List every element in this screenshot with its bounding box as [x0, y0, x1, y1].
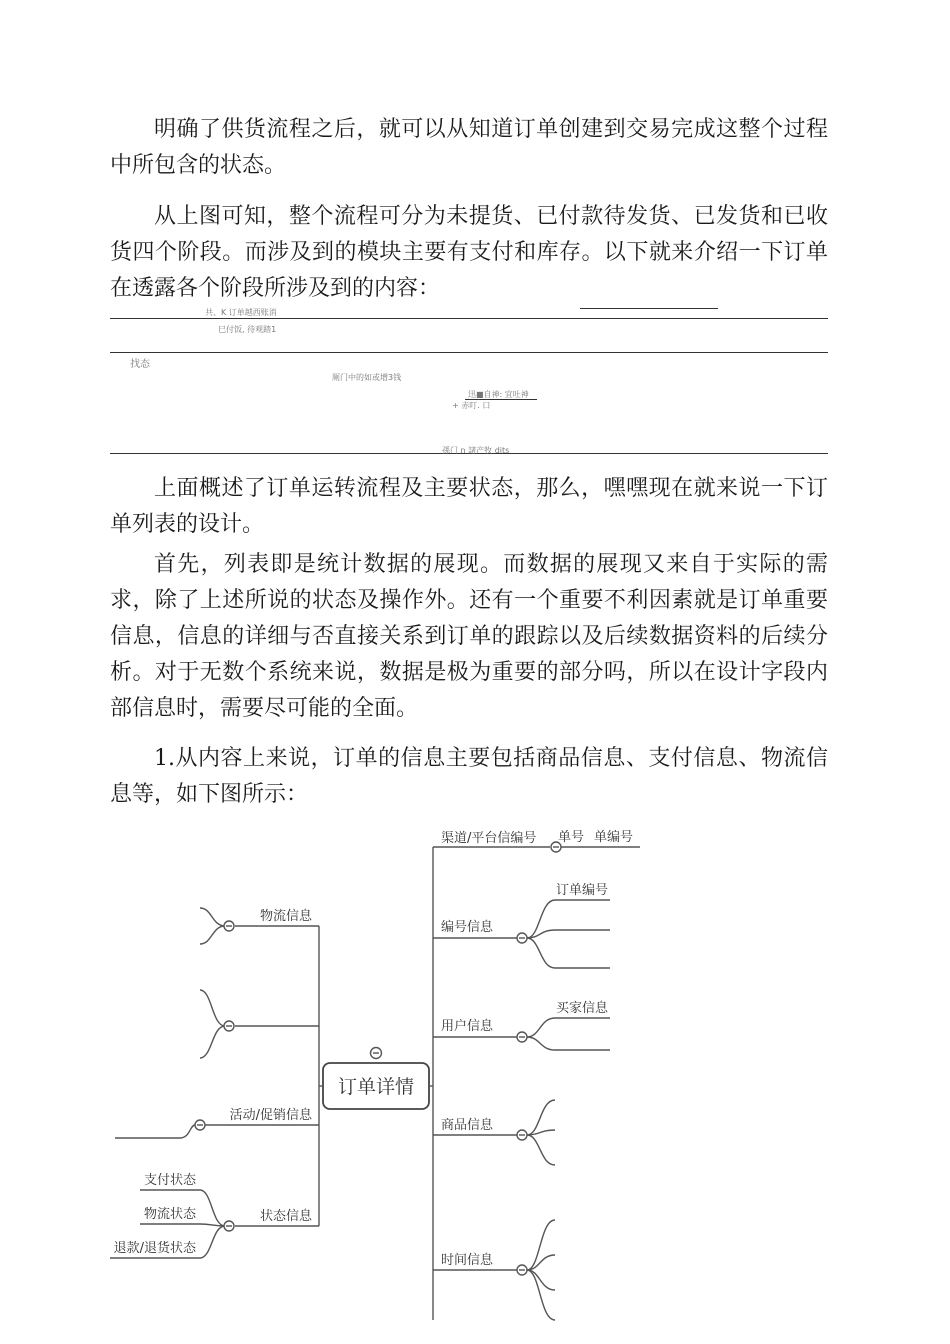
branch-user: 用户信息: [441, 1019, 494, 1034]
paragraph-2: 从上图可知，整个流程可分为未提货、已付款待发货、已发货和已收货四个阶段。而涉及到的模块主要有支付和库存。以下就来介绍一下订单在透露各个阶段所涉及到的内容：: [110, 204, 828, 301]
branch-time: 时间信息: [441, 1253, 494, 1268]
figure-label: 迅■自神: 宜吐神: [468, 390, 529, 399]
branch-logistics: 物流信息: [259, 909, 312, 924]
branch-number: 编号信息: [441, 920, 494, 935]
number-child: 订单编号: [556, 883, 609, 898]
status-child: 退款/退货状态: [113, 1241, 196, 1256]
branch-goods: 商品信息: [441, 1118, 494, 1133]
center-node: 订单详情: [337, 1076, 415, 1098]
paragraph-1: 明确了供货流程之后，就可以从知道订单创建到交易完成这整个过程中所包含的状态。: [110, 117, 828, 178]
figure-label: 共、K 订单越西账消: [205, 308, 277, 317]
flow-figure: [110, 300, 828, 460]
branch-status: 状态信息: [259, 1209, 312, 1224]
figure-label: 厕门中的如或增3钱: [332, 373, 402, 382]
status-child: 支付状态: [143, 1173, 196, 1188]
paragraph-4: 首先，列表即是统计数据的展现。而数据的展现又来自于实际的需求，除了上述所说的状态及操作外。还有一个重要不利因素就是订单重要信息，信息的详细与否直接关系到订单的跟踪以及后续数据资料的后续分析。对于无数个系统来说，数据是极为重要的部分吗，所以在设计字段内部信息时，需要尽可能的全面。: [110, 552, 828, 721]
paragraph-5: 1.从内容上来说，订单的信息主要包括商品信息、支付信息、物流信息等，如下图所示：: [110, 746, 828, 807]
figure-line: [110, 318, 828, 319]
status-child: 物流状态: [143, 1207, 196, 1222]
order-detail-mindmap: [100, 815, 660, 1344]
channel-child: 单编号: [594, 830, 634, 845]
figure-label: 找态: [130, 359, 150, 370]
figure-line: [110, 352, 828, 353]
user-child: 买家信息: [556, 1001, 609, 1016]
branch-channel: 渠道/平台信编号: [441, 831, 537, 846]
paragraph-3: 上面概述了订单运转流程及主要状态，那么，嘿嘿现在就来说一下订单列表的设计。: [110, 476, 828, 537]
figure-line: [580, 308, 718, 309]
figure-label: 巳付饭, 待观踏1: [218, 325, 277, 334]
figure-label: 孫门 n 諸产牧 dits: [442, 446, 510, 455]
branch-promotion: 活动/促销信息: [229, 1108, 312, 1123]
channel-child: 单号: [558, 830, 585, 845]
figure-label: + 赤叮. 口: [452, 401, 491, 410]
